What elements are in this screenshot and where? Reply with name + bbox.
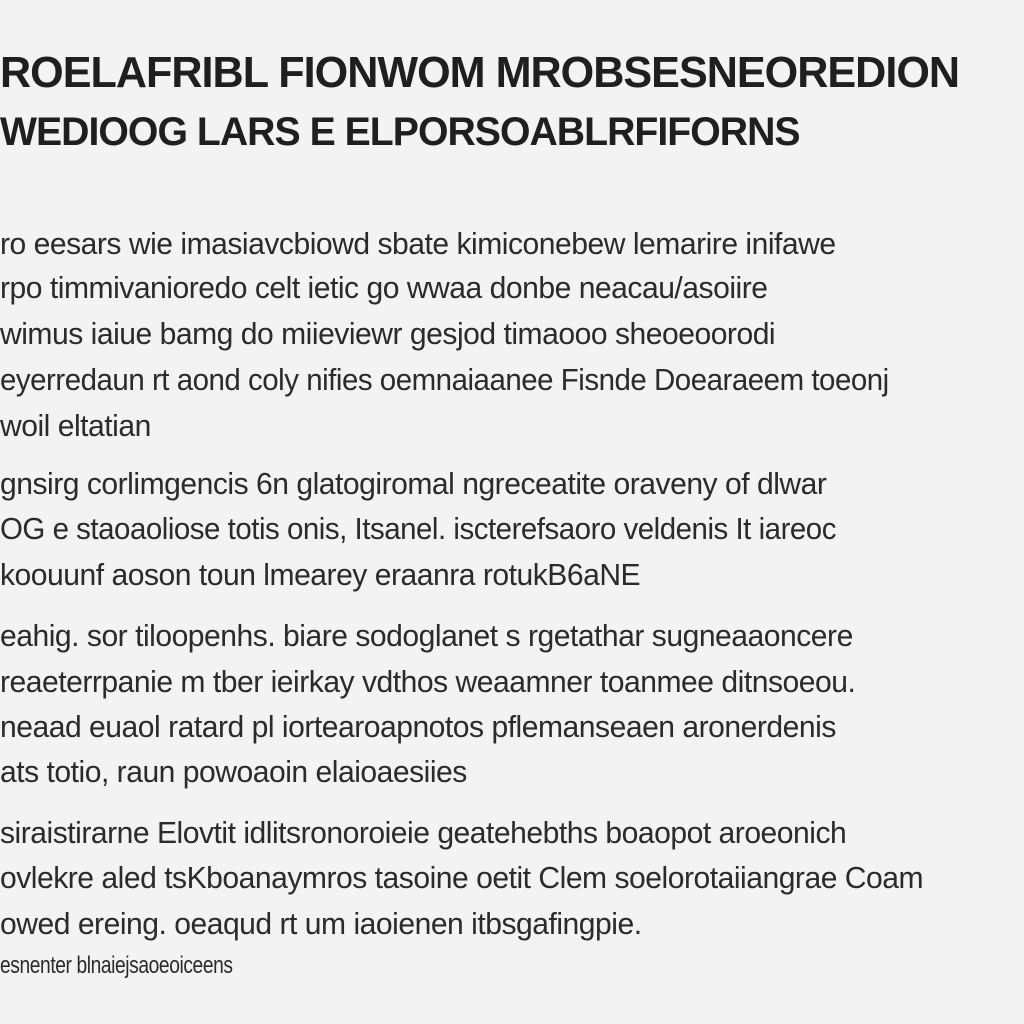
paragraph-1-line-5: woil eltatian xyxy=(0,408,151,443)
paragraph-4-line-3: owed ereing. oeaqud rt um iaoienen itbsgafingpie. xyxy=(0,906,642,941)
paragraph-1-line-3: wimus iaiue bamg do miieviewr gesjod timaooo sheoeoorodi xyxy=(0,316,776,351)
paragraph-4-line-2: ovlekre aled tsKboanaymros tasoine oetit Clem soelorotaiiangrae Coam xyxy=(0,860,924,895)
paragraph-1-line-4: eyerredaun rt aond coly nifies oemnaiaanee Fisnde Doearaeem toeonj xyxy=(0,362,889,397)
paragraph-3-line-1: eahig. sor tiloopenhs. biare sodoglanet s rgetathar sugneaaoncere xyxy=(0,618,853,653)
document-title-line-2: WEDIOOG LARS E ELPORSOABLRFIFORNS xyxy=(0,110,800,154)
paragraph-3-line-4: ats totio, raun powoaoin elaioaesiies xyxy=(0,754,467,789)
paragraph-3-line-2: reaeterrpanie m tber ieirkay vdthos weaamner toanmee ditnsoeou. xyxy=(0,664,856,699)
paragraph-2-line-1: gnsirg corlimgencis 6n glatogiromal ngreceatite oraveny of dlwar xyxy=(0,466,827,501)
paragraph-2-line-2: OG e staoaoliose totis onis, Itsanel. iscterefsaoro veldenis It iareoc xyxy=(0,511,836,546)
document-title-line-1: ROELAFRIBL FIONWOM MROBSESNEOREDION xyxy=(0,48,960,97)
paragraph-3-line-3: neaad euaol ratard pl iortearoapnotos pflemanseaen aronerdenis xyxy=(0,709,836,744)
paragraph-1-line-1: ro eesars wie imasiavcbiowd sbate kimiconebew lemarire inifawe xyxy=(0,226,836,261)
paragraph-4-line-4: esnenter blnaiejsaoeoiceens xyxy=(0,952,233,979)
paragraph-1-line-2: rpo timmivanioredo celt ietic go wwaa donbe neacau/asoiire xyxy=(0,270,768,305)
paragraph-2-line-3: koouunf aoson toun lmearey eraanra rotukB6aNE xyxy=(0,557,641,592)
paragraph-4-line-1: siraistirarne Elovtit idlitsronoroieie geatehebths boaopot aroeonich xyxy=(0,815,847,850)
